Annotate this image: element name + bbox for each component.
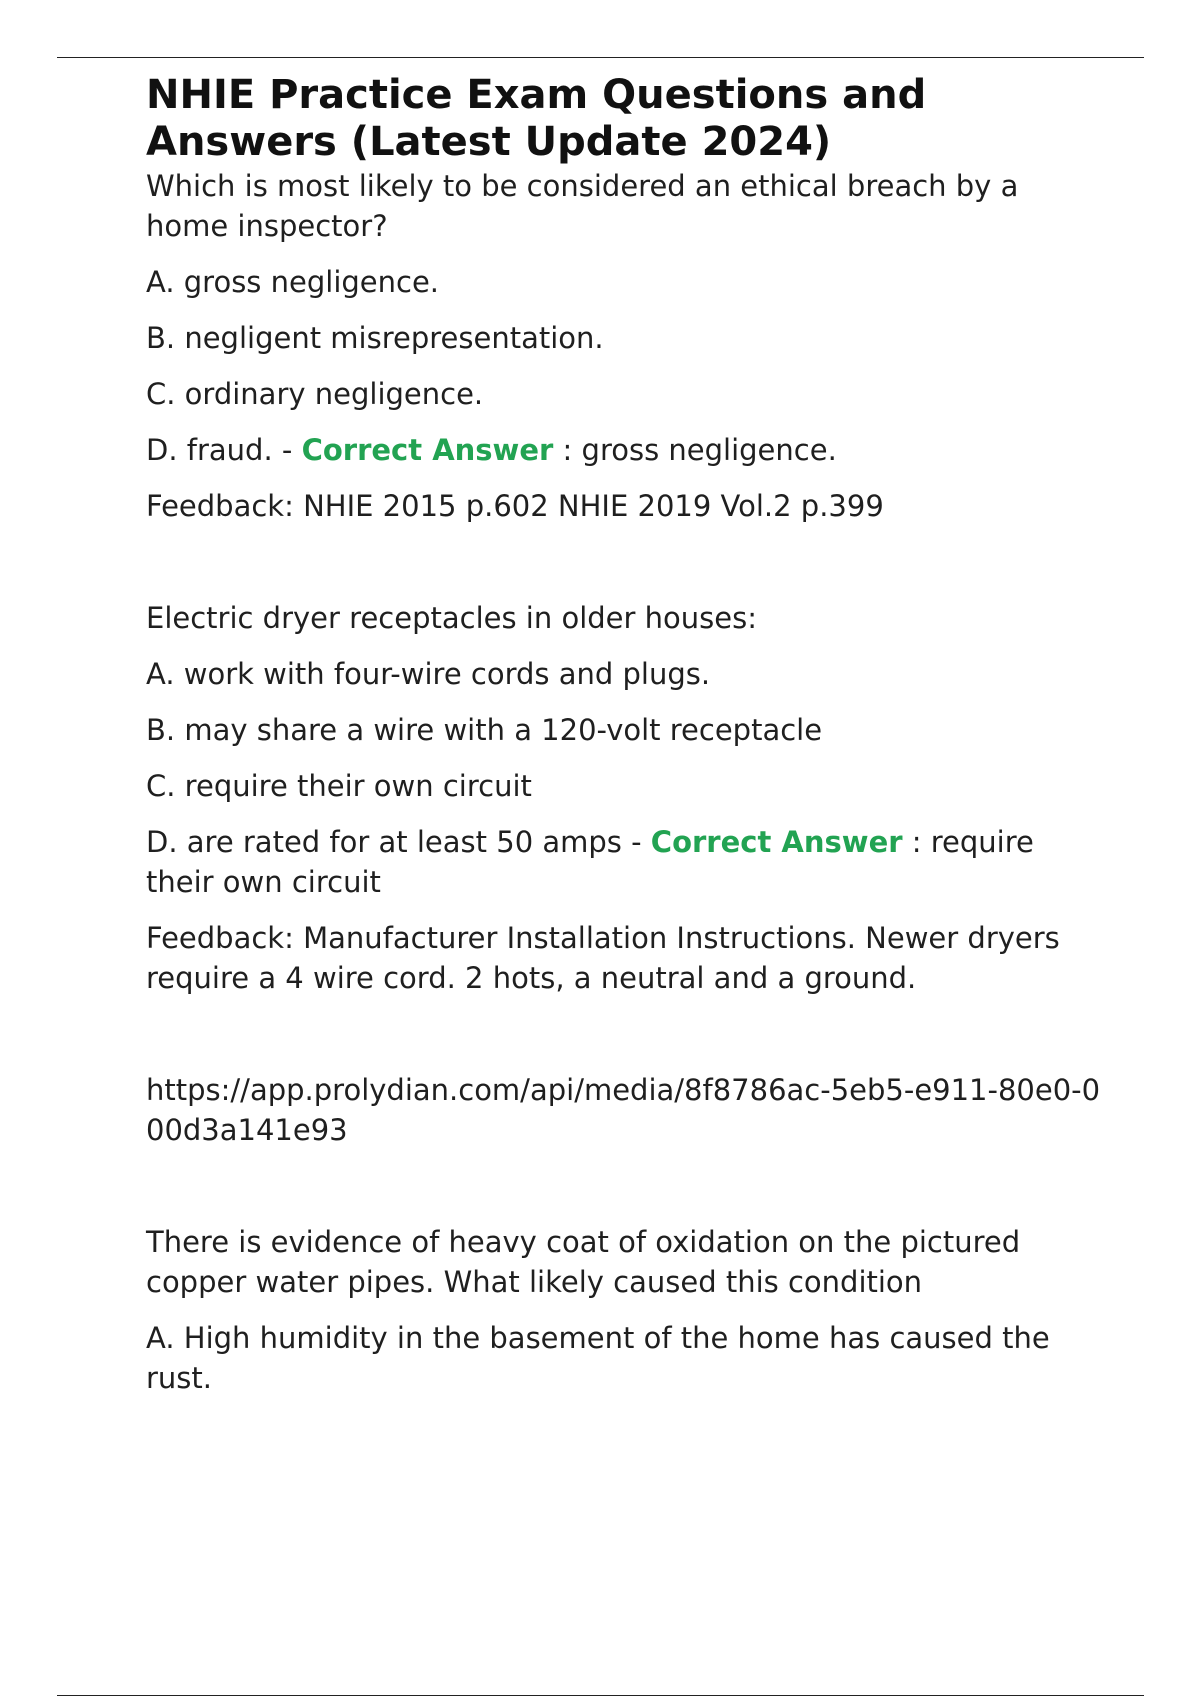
top-rule [57,57,1144,58]
document-body [146,72,1106,1414]
question-1 [146,166,1106,526]
spacer [146,542,1106,598]
option-c: C. ordinary negligence. [146,377,484,411]
question-stem: Which is most likely to be considered an ethical breach by a home inspector? [146,169,1019,243]
option-c: C. require their own circuit [146,769,532,803]
media-url: https://app.prolydian.com/api/media/8f8786ac-5eb5-e911-80e0-000d3a141e93 [146,1073,1101,1147]
correct-answer-text: : gross negligence. [553,433,837,467]
feedback: Feedback: Manufacturer Installation Instructions. Newer dryers require a 4 wire cord. 2 hots, a neutral and a ground. [146,921,1060,995]
bottom-rule [57,1695,1144,1696]
correct-answer-text: : require their own circuit [146,825,1034,899]
option-a: A. High humidity in the basement of the home has caused the rust. [146,1321,1050,1395]
question-stem: Electric dryer receptacles in older houses: [146,601,757,635]
option-d: D. are rated for at least 50 amps - [146,825,651,859]
option-d-with-answer [146,430,1106,470]
correct-answer-label: Correct Answer [301,433,554,467]
feedback: Feedback: NHIE 2015 p.602 NHIE 2019 Vol.2 p.399 [146,489,884,523]
document-title: NHIE Practice Exam Questions and Answers (Latest Update 2024) [146,72,927,165]
question-3 [146,1222,1106,1398]
option-a: A. work with four-wire cords and plugs. [146,657,711,691]
spacer [146,1166,1106,1222]
option-d-with-answer [146,822,1106,902]
option-d: D. fraud. - [146,433,302,467]
question-2 [146,598,1106,998]
option-a: A. gross negligence. [146,265,440,299]
option-b: B. negligent misrepresentation. [146,321,604,355]
option-b: B. may share a wire with a 120-volt receptacle [146,713,823,747]
correct-answer-label: Correct Answer [650,825,903,859]
spacer [146,1014,1106,1070]
question-stem: There is evidence of heavy coat of oxidation on the pictured copper water pipes. What likely caused this condition [146,1225,1021,1299]
